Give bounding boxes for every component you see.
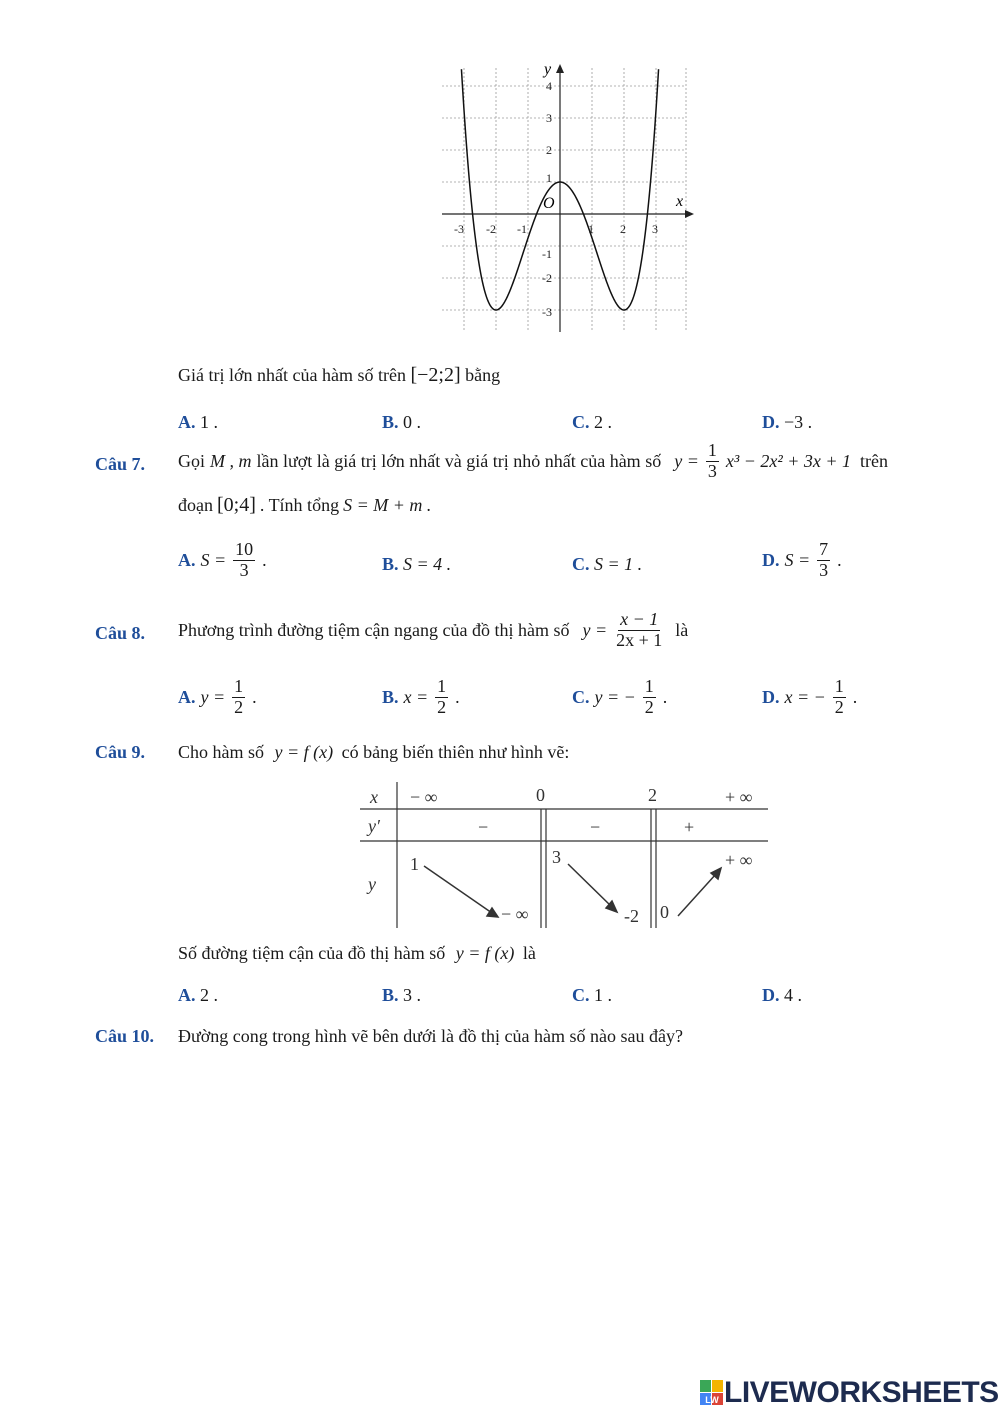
table-y-value: 1 bbox=[410, 854, 419, 874]
q10-text: Đường cong trong hình vẽ bên dưới là đồ thị của hàm số nào sau đây? bbox=[178, 1026, 683, 1046]
decreasing-arrow bbox=[568, 864, 612, 907]
q8-option-d[interactable]: D. x = − $\frac{1}{2}$ . bbox=[762, 676, 858, 717]
table-x-value: − ∞ bbox=[410, 787, 438, 807]
logo-badge-text: LW bbox=[705, 1395, 719, 1405]
denominator: 3 bbox=[819, 559, 829, 580]
table-sign: + bbox=[684, 817, 695, 837]
q7-text: Gọi bbox=[178, 450, 205, 471]
option-letter: D. bbox=[762, 686, 780, 707]
denominator: 3 bbox=[707, 460, 717, 481]
table-sign: − bbox=[590, 817, 601, 837]
table-x-label: x bbox=[370, 787, 378, 807]
arrow-head bbox=[487, 908, 498, 917]
q8-func-fraction bbox=[614, 610, 664, 651]
option-text: S = 4 . bbox=[403, 554, 452, 574]
option-letter: A. bbox=[178, 985, 196, 1005]
liveworksheets-logo bbox=[700, 1376, 999, 1410]
option-letter: B. bbox=[382, 985, 399, 1005]
x-tick-label: -3 bbox=[454, 222, 464, 236]
q7-text: lần lượt là giá trị lớn nhất và giá trị nhỏ nhất của hàm số bbox=[256, 450, 662, 471]
q9-option-a[interactable] bbox=[178, 985, 218, 1006]
q7-func-rest: x³ − 2x² + 3x + 1 bbox=[725, 450, 852, 471]
table-y-value: 0 bbox=[660, 902, 669, 922]
q7-text: trên bbox=[860, 450, 889, 471]
option-fraction bbox=[643, 677, 656, 718]
option-fraction bbox=[817, 540, 830, 581]
x-tick-label: -2 bbox=[486, 222, 496, 236]
denominator: 2 bbox=[834, 696, 844, 717]
option-letter: B. bbox=[382, 554, 399, 574]
option-fraction bbox=[233, 540, 255, 581]
increasing-arrow bbox=[678, 874, 716, 916]
option-text: 1 . bbox=[200, 412, 218, 432]
q7-option-a[interactable]: A. S = $\frac{10}{3}$ . bbox=[178, 539, 267, 580]
option-lhs: S = bbox=[784, 549, 811, 570]
q7-vars: M , m bbox=[210, 450, 252, 471]
origin-label: O bbox=[543, 195, 555, 212]
logo-text: LIVEWORKSHEETS bbox=[724, 1376, 999, 1409]
y-tick-label: -1 bbox=[542, 247, 552, 261]
q7-expr: S = M + m bbox=[343, 495, 423, 515]
q8-func-lhs: y = bbox=[582, 619, 608, 640]
q9-question-text: Số đường tiệm cận của đồ thị hàm số bbox=[178, 943, 446, 963]
option-text: 3 . bbox=[403, 985, 422, 1005]
table-y-value: − ∞ bbox=[501, 904, 529, 924]
table-x-value: 2 bbox=[648, 785, 657, 805]
option-text: 2 . bbox=[594, 412, 612, 432]
y-tick-label: -3 bbox=[542, 305, 552, 319]
decreasing-arrow bbox=[424, 866, 492, 913]
q8-label: Câu 8. bbox=[95, 623, 146, 643]
numerator: 1 bbox=[437, 676, 447, 696]
function-graph bbox=[438, 60, 698, 345]
q9-option-c[interactable] bbox=[572, 985, 612, 1006]
option-lhs: y = − bbox=[594, 686, 636, 707]
denominator: 2x + 1 bbox=[616, 629, 663, 650]
q7-label: Câu 7. bbox=[95, 454, 146, 474]
q7-func-fraction bbox=[706, 441, 719, 482]
option-lhs: y = bbox=[200, 686, 226, 707]
q6-prompt bbox=[178, 364, 500, 387]
q6-option-d[interactable] bbox=[762, 412, 812, 433]
q8-line bbox=[178, 610, 688, 651]
y-tick-label: 1 bbox=[546, 171, 552, 185]
numerator: 10 bbox=[235, 539, 254, 559]
numerator: 1 bbox=[834, 676, 844, 696]
x-tick-label: -1 bbox=[517, 222, 527, 236]
q9-label: Câu 9. bbox=[95, 742, 146, 762]
variation-table bbox=[358, 782, 770, 935]
graph-svg bbox=[438, 60, 698, 340]
x-tick-label: 3 bbox=[652, 222, 658, 236]
numerator: 1 bbox=[234, 676, 244, 696]
option-fraction bbox=[833, 677, 846, 718]
q9-option-d[interactable] bbox=[762, 985, 802, 1006]
q7-line1 bbox=[178, 441, 888, 482]
denominator: 2 bbox=[644, 696, 654, 717]
q9-func: y = f (x) bbox=[274, 742, 334, 762]
option-letter: A. bbox=[178, 686, 196, 707]
option-letter: A. bbox=[178, 412, 196, 432]
table-y-value: 3 bbox=[552, 847, 561, 867]
x-axis-arrow bbox=[685, 210, 694, 218]
option-letter: D. bbox=[762, 549, 780, 570]
q7-option-b[interactable] bbox=[382, 554, 451, 575]
q9-text: Cho hàm số bbox=[178, 742, 265, 762]
q6-prompt-prefix: Giá trị lớn nhất của hàm số trên bbox=[178, 365, 406, 385]
option-letter: C. bbox=[572, 686, 590, 707]
y-tick-label: -2 bbox=[542, 271, 552, 285]
option-text: 0 . bbox=[403, 412, 422, 432]
y-tick-label: 3 bbox=[546, 111, 552, 125]
q6-option-a[interactable] bbox=[178, 412, 218, 433]
q9-question-text: là bbox=[522, 943, 536, 963]
numerator: x − 1 bbox=[620, 609, 659, 629]
option-letter: A. bbox=[178, 549, 196, 570]
y-axis-label: y bbox=[544, 61, 552, 78]
q8-option-c[interactable]: C. y = − $\frac{1}{2}$ . bbox=[572, 676, 668, 717]
option-text: 4 . bbox=[784, 985, 802, 1005]
q7-func-lhs: y = bbox=[674, 450, 699, 471]
x-axis-label: x bbox=[676, 193, 684, 210]
y-axis-arrow bbox=[556, 64, 564, 73]
q7-text: . Tính tổng bbox=[259, 495, 340, 515]
table-y-value: -2 bbox=[624, 906, 639, 926]
table-x-value: + ∞ bbox=[725, 787, 753, 807]
q7-interval: [0;4] bbox=[217, 494, 256, 516]
option-letter: C. bbox=[572, 985, 590, 1005]
x-tick-label: 2 bbox=[620, 222, 626, 236]
denominator: 2 bbox=[437, 696, 447, 717]
q9-text: có bảng biến thiên như hình vẽ: bbox=[341, 742, 570, 762]
q7-option-d[interactable]: D. S = $\frac{7}{3}$ . bbox=[762, 539, 842, 580]
q7-text: . bbox=[426, 495, 431, 515]
table-yp-label: y′ bbox=[368, 816, 380, 836]
q6-option-c[interactable] bbox=[572, 412, 612, 433]
numerator: 1 bbox=[707, 440, 717, 460]
option-letter: C. bbox=[572, 554, 590, 574]
option-lhs: x = bbox=[403, 686, 429, 707]
q7-line2 bbox=[178, 494, 431, 517]
numerator: 1 bbox=[644, 676, 654, 696]
q6-prompt-suffix: bằng bbox=[465, 365, 501, 385]
table-y-value: + ∞ bbox=[725, 850, 753, 870]
q7-text: đoạn bbox=[178, 495, 213, 515]
option-letter: B. bbox=[382, 686, 399, 707]
q6-option-b[interactable] bbox=[382, 412, 421, 433]
option-text: S = 1 . bbox=[594, 554, 643, 574]
option-text: −3 . bbox=[784, 412, 813, 432]
option-fraction bbox=[435, 677, 448, 718]
q7-option-c[interactable] bbox=[572, 554, 642, 575]
option-letter: C. bbox=[572, 412, 590, 432]
variation-table-svg bbox=[358, 782, 770, 930]
q9-question bbox=[178, 943, 536, 964]
option-letter: D. bbox=[762, 985, 780, 1005]
y-tick-label: 4 bbox=[546, 79, 552, 93]
table-y-label: y bbox=[368, 874, 376, 894]
q9-question-func: y = f (x) bbox=[455, 943, 515, 963]
denominator: 2 bbox=[234, 696, 244, 717]
q8-text: Phương trình đường tiệm cận ngang của đồ thị hàm số bbox=[178, 619, 570, 640]
table-sign: − bbox=[478, 817, 489, 837]
q10-label: Câu 10. bbox=[95, 1026, 155, 1046]
q9-option-b[interactable] bbox=[382, 985, 421, 1006]
option-fraction bbox=[232, 677, 245, 718]
q8-option-b[interactable]: B. x = $\frac{1}{2}$ . bbox=[382, 676, 460, 717]
y-tick-label: 2 bbox=[546, 143, 552, 157]
option-text: 2 . bbox=[200, 985, 218, 1005]
option-lhs: S = bbox=[200, 549, 227, 570]
denominator: 3 bbox=[239, 559, 249, 580]
option-text: 1 . bbox=[594, 985, 612, 1005]
option-lhs: x = − bbox=[784, 686, 826, 707]
table-x-value: 0 bbox=[536, 785, 545, 805]
q8-option-a[interactable]: A. y = $\frac{1}{2}$ . bbox=[178, 676, 257, 717]
option-letter: D. bbox=[762, 412, 780, 432]
q9-line bbox=[178, 742, 569, 763]
x-tick-label: 1 bbox=[588, 222, 594, 236]
q8-text: là bbox=[675, 619, 689, 640]
logo-badge-icon bbox=[700, 1378, 724, 1408]
q6-interval: [−2;2] bbox=[410, 364, 461, 386]
numerator: 7 bbox=[819, 539, 829, 559]
option-letter: B. bbox=[382, 412, 399, 432]
